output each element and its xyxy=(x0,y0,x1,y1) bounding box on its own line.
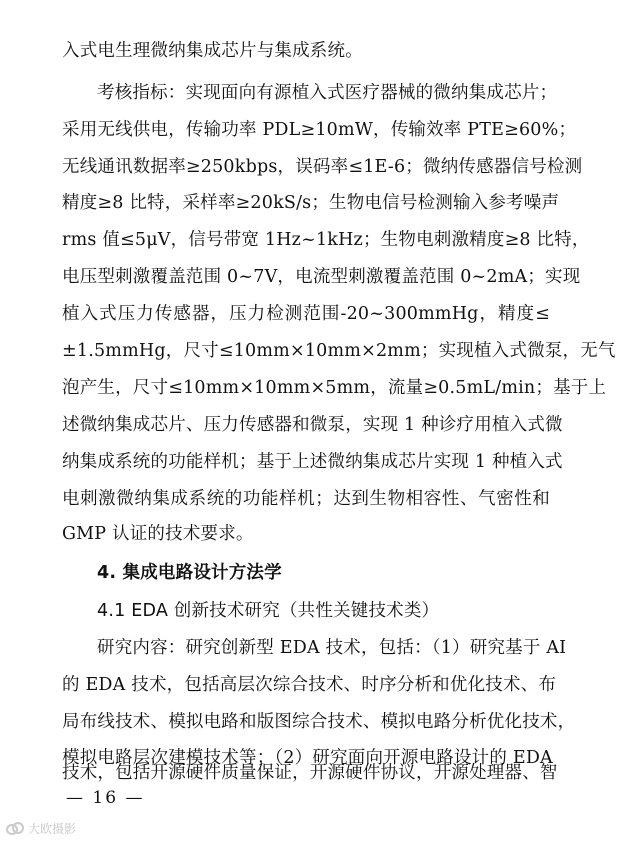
watermark-text: 大欧摄影 xyxy=(28,822,77,836)
section-heading: 4. 集成电路设计方法学 xyxy=(97,563,282,583)
text-line: 考核指标：实现面向有源植入式医疗器械的微纳集成芯片； xyxy=(97,83,558,103)
weibo-logo-icon xyxy=(6,822,24,835)
text-line: 研究内容：研究创新型 EDA 技术，包括：（1）研究基于 AI xyxy=(97,638,567,658)
text-line: 述微纳集成芯片、压力传感器和微泵，实现 1 种诊疗用植入式微 xyxy=(62,415,563,435)
text-line: GMP 认证的技术要求。 xyxy=(62,524,254,544)
text-line: 技术，包括开源硬件质量保证，开源硬件协议，开源处理器、智 xyxy=(62,763,558,783)
text-line: 采用无线供电，传输功率 PDL≥10mW，传输效率 PTE≥60%； xyxy=(62,120,577,140)
watermark xyxy=(6,820,76,837)
page-number: — 16 — xyxy=(66,788,145,808)
text-line: 入式电生理微纳集成芯片与集成系统。 xyxy=(62,41,363,61)
text-line: 电压型刺激覆盖范围 0~7V，电流型刺激覆盖范围 0~2mA；实现 xyxy=(62,267,581,287)
text-line: 纳集成系统的功能样机；基于上述微纳集成芯片实现 1 种植入式 xyxy=(62,452,563,472)
subsection-heading: 4.1 EDA 创新技术研究（共性关键技术类） xyxy=(97,601,440,621)
text-line: 精度≥8 比特，采样率≥20kS/s；生物电信号检测输入参考噪声 xyxy=(62,193,560,213)
text-line: 植入式压力传感器，压力检测范围-20~300mmHg，精度≤ xyxy=(62,304,550,324)
text-line: rms 值≤5μV，信号带宽 1Hz~1kHz；生物电刺激精度≥8 比特， xyxy=(62,230,590,250)
text-line: 模拟电路层次建模技术等；（2）研究面向开源电路设计的 EDA xyxy=(62,748,553,768)
text-line: 局布线技术、模拟电路和版图综合技术、模拟电路分析优化技术， xyxy=(62,712,576,732)
text-line: 无线通讯数据率≥250kbps，误码率≤1E-6；微纳传感器信号检测 xyxy=(62,157,583,177)
text-line: 电刺激微纳集成系统的功能样机；达到生物相容性、气密性和 xyxy=(62,489,550,509)
text-line: 泡产生，尺寸≤10mm×10mm×5mm，流量≥0.5mL/min；基于上 xyxy=(62,378,607,398)
text-line: 的 EDA 技术，包括高层次综合技术、时序分析和优化技术、布 xyxy=(62,675,557,695)
text-line: ±1.5mmHg，尺寸≤10mm×10mm×2mm；实现植入式微泵，无气 xyxy=(62,341,616,361)
